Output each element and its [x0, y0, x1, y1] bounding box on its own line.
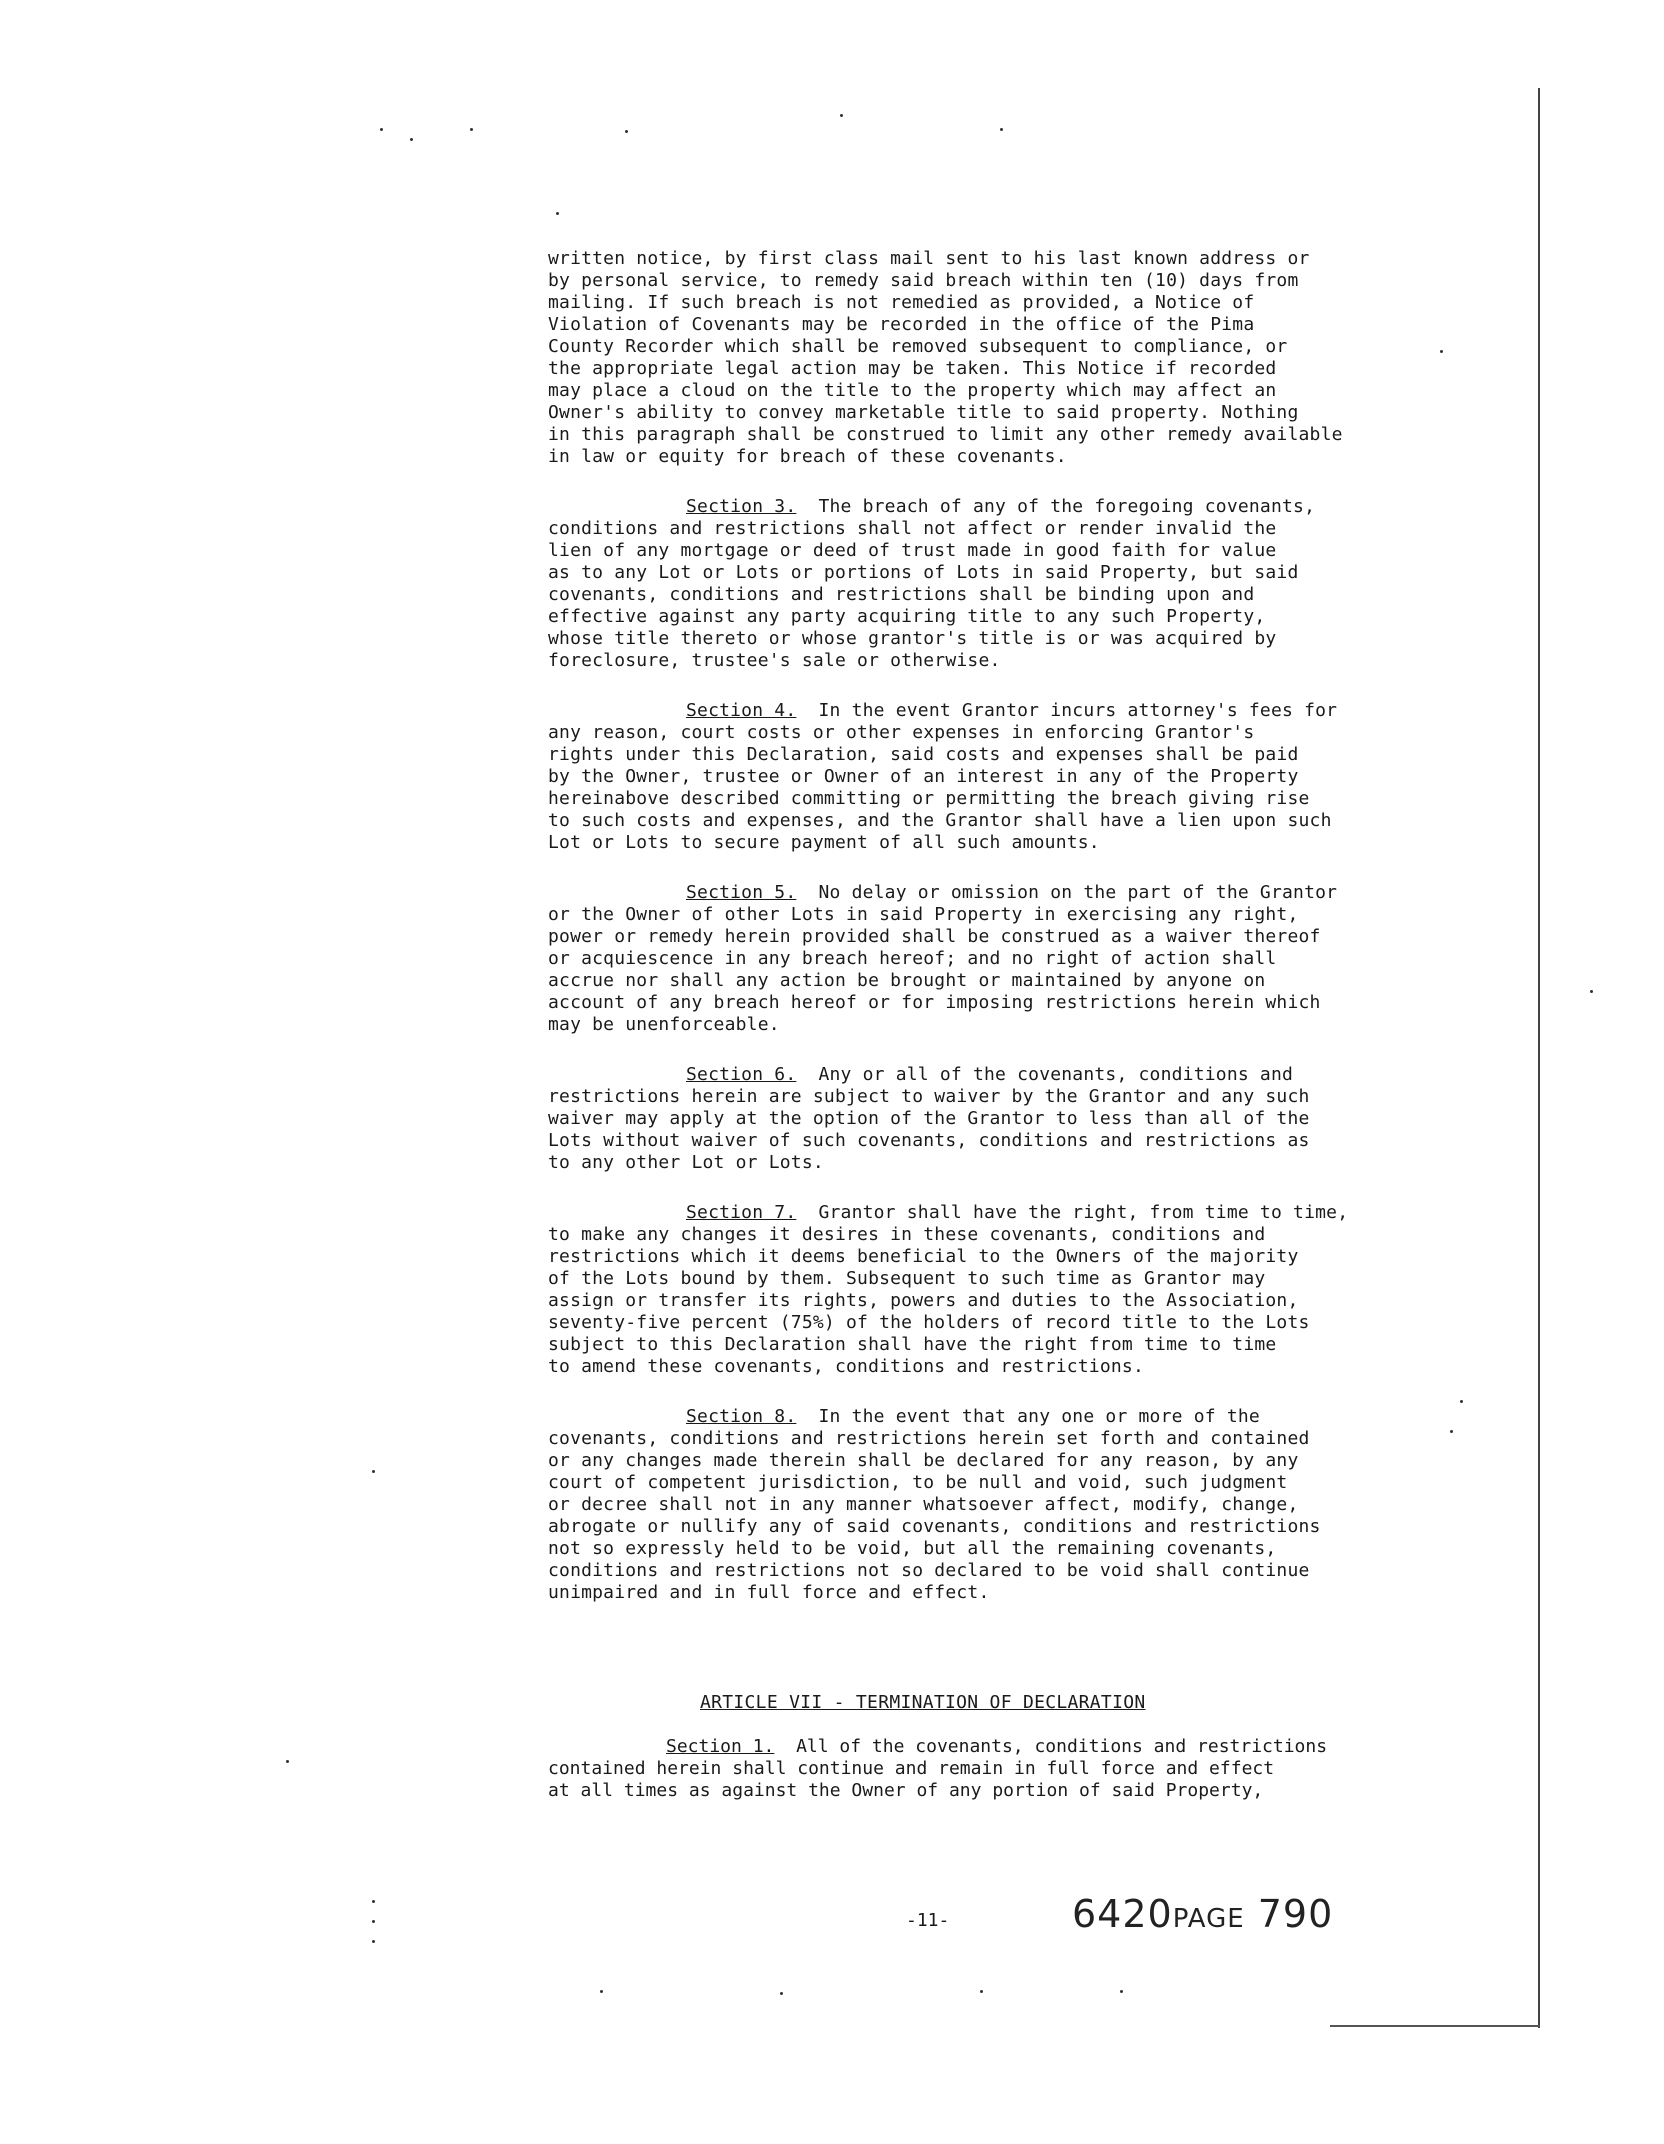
- article-section-1-paragraph: [548, 1736, 1418, 1802]
- text-line: Owner's ability to convey marketable title to said property. Nothing: [548, 402, 1299, 423]
- text-line: court of competent jurisdiction, to be null and void, such judgment: [548, 1472, 1288, 1493]
- text-line: to any other Lot or Lots.: [548, 1152, 824, 1173]
- text-line: to amend these covenants, conditions and restrictions.: [548, 1356, 1144, 1377]
- text-line: whose title thereto or whose grantor's title is or was acquired by: [548, 628, 1277, 649]
- text-line: or the Owner of other Lots in said Property in exercising any right,: [548, 904, 1299, 925]
- scan-speck: [372, 1920, 375, 1923]
- text-line: seventy-five percent (75%) of the holders of record title to the Lots: [548, 1312, 1310, 1333]
- text-line: effective against any party acquiring title to any such Property,: [548, 606, 1266, 627]
- scan-speck: [372, 1900, 375, 1903]
- scan-speck: [625, 130, 628, 133]
- text-line: in law or equity for breach of these covenants.: [548, 446, 1067, 467]
- section-label: Section 5.: [686, 882, 797, 903]
- continuation-paragraph: [548, 248, 1418, 468]
- text-line: power or remedy herein provided shall be construed as a waiver thereof: [548, 926, 1321, 947]
- scan-speck: [840, 114, 843, 117]
- section-3-paragraph: [548, 496, 1418, 672]
- section-label: Section 8.: [686, 1406, 797, 1427]
- text-line: waiver may apply at the option of the Grantor to less than all of the: [548, 1108, 1310, 1129]
- text-line: restrictions which it deems beneficial to the Owners of the majority: [548, 1246, 1299, 1267]
- text-line: to make any changes it desires in these covenants, conditions and: [548, 1224, 1266, 1245]
- text-line: may place a cloud on the title to the property which may affect an: [548, 380, 1277, 401]
- text-line: rights under this Declaration, said costs and expenses shall be paid: [548, 744, 1299, 765]
- section-label: Section 1.: [666, 1736, 775, 1757]
- section-7-paragraph: [548, 1202, 1418, 1378]
- text-line: mailing. If such breach is not remedied as provided, a Notice of: [548, 292, 1255, 313]
- body-text: [548, 248, 1418, 1632]
- section-label: Section 7.: [686, 1202, 797, 1223]
- text-line: All of the covenants, conditions and restrictions: [796, 1736, 1328, 1757]
- scan-speck: [1000, 128, 1003, 131]
- scan-speck: [286, 1760, 289, 1763]
- text-line: account of any breach hereof or for imposing restrictions herein which: [548, 992, 1321, 1013]
- scan-speck: [556, 212, 559, 215]
- bottom-rule: [1330, 2025, 1540, 2027]
- text-line: at all times as against the Owner of any portion of said Property,: [548, 1780, 1264, 1801]
- text-line: accrue nor shall any action be brought or maintained by anyone on: [548, 970, 1266, 991]
- text-line: not so expressly held to be void, but all the remaining covenants,: [548, 1538, 1277, 1559]
- text-line: County Recorder which shall be removed subsequent to compliance, or: [548, 336, 1288, 357]
- article-heading: ARTICLE VII - TERMINATION OF DECLARATION: [700, 1692, 1146, 1713]
- scan-speck: [372, 1940, 375, 1943]
- text-line: or any changes made therein shall be declared for any reason, by any: [548, 1450, 1299, 1471]
- book-page-label: PAGE: [1172, 1904, 1245, 1934]
- section-label: Section 4.: [686, 700, 797, 721]
- section-label: Section 6.: [686, 1064, 797, 1085]
- text-line: any reason, court costs or other expenses in enforcing Grantor's: [548, 722, 1255, 743]
- text-line: the appropriate legal action may be taken. This Notice if recorded: [548, 358, 1277, 379]
- text-line: written notice, by first class mail sent to his last known address or: [548, 248, 1310, 269]
- text-line: abrogate or nullify any of said covenants, conditions and restrictions: [548, 1516, 1321, 1537]
- text-line: contained herein shall continue and remain in full force and effect: [548, 1758, 1275, 1779]
- text-line: by personal service, to remedy said breach within ten (10) days from: [548, 270, 1299, 291]
- text-line: by the Owner, trustee or Owner of an interest in any of the Property: [548, 766, 1299, 787]
- text-line: In the event Grantor incurs attorney's fees for: [818, 700, 1338, 721]
- scan-speck: [1440, 350, 1443, 353]
- scan-speck: [1120, 1990, 1123, 1993]
- scan-speck: [600, 1990, 603, 1993]
- scan-speck: [1590, 990, 1593, 993]
- text-line: No delay or omission on the part of the Grantor: [818, 882, 1338, 903]
- text-line: hereinabove described committing or permitting the breach giving rise: [548, 788, 1310, 809]
- text-line: The breach of any of the foregoing covenants,: [818, 496, 1316, 517]
- text-line: foreclosure, trustee's sale or otherwise.: [548, 650, 1001, 671]
- text-line: Lots without waiver of such covenants, conditions and restrictions as: [548, 1130, 1310, 1151]
- book-number: 6420: [1072, 1892, 1173, 1936]
- section-8-paragraph: [548, 1406, 1418, 1604]
- scan-speck: [980, 1990, 983, 1993]
- text-line: Grantor shall have the right, from time to time,: [818, 1202, 1349, 1223]
- text-line: may be unenforceable.: [548, 1014, 780, 1035]
- scan-speck: [780, 1992, 783, 1995]
- text-line: In the event that any one or more of the: [818, 1406, 1260, 1427]
- text-line: conditions and restrictions shall not affect or render invalid the: [548, 518, 1277, 539]
- page-number: -11-: [906, 1910, 950, 1931]
- book-page-number: 790: [1257, 1892, 1334, 1936]
- book-page-stamp: [1072, 1892, 1333, 1936]
- text-line: Lot or Lots to secure payment of all such amounts.: [548, 832, 1100, 853]
- text-line: of the Lots bound by them. Subsequent to such time as Grantor may: [548, 1268, 1266, 1289]
- text-line: or decree shall not in any manner whatsoever affect, modify, change,: [548, 1494, 1299, 1515]
- text-line: conditions and restrictions not so declared to be void shall continue: [548, 1560, 1310, 1581]
- text-line: covenants, conditions and restrictions herein set forth and contained: [548, 1428, 1310, 1449]
- text-line: Any or all of the covenants, conditions and: [818, 1064, 1294, 1085]
- text-line: lien of any mortgage or deed of trust made in good faith for value: [548, 540, 1277, 561]
- text-line: unimpaired and in full force and effect.: [548, 1582, 990, 1603]
- text-line: in this paragraph shall be construed to limit any other remedy available: [548, 424, 1343, 445]
- text-line: or acquiescence in any breach hereof; and no right of action shall: [548, 948, 1277, 969]
- text-line: to such costs and expenses, and the Grantor shall have a lien upon such: [548, 810, 1332, 831]
- text-line: restrictions herein are subject to waiver by the Grantor and any such: [548, 1086, 1310, 1107]
- scan-speck: [470, 128, 473, 131]
- section-5-paragraph: [548, 882, 1418, 1036]
- scan-speck: [1460, 1400, 1463, 1403]
- scan-speck: [1450, 1430, 1453, 1433]
- section-label: Section 3.: [686, 496, 797, 517]
- text-line: Violation of Covenants may be recorded in the office of the Pima: [548, 314, 1255, 335]
- section-6-paragraph: [548, 1064, 1418, 1174]
- section-4-paragraph: [548, 700, 1418, 854]
- scan-speck: [372, 1470, 375, 1473]
- scan-speck: [410, 138, 413, 141]
- margin-rule: [1538, 88, 1540, 2028]
- scan-speck: [380, 128, 383, 131]
- text-line: subject to this Declaration shall have the right from time to time: [548, 1334, 1277, 1355]
- text-line: covenants, conditions and restrictions shall be binding upon and: [548, 584, 1255, 605]
- text-line: as to any Lot or Lots or portions of Lots in said Property, but said: [548, 562, 1299, 583]
- text-line: assign or transfer its rights, powers and duties to the Association,: [548, 1290, 1299, 1311]
